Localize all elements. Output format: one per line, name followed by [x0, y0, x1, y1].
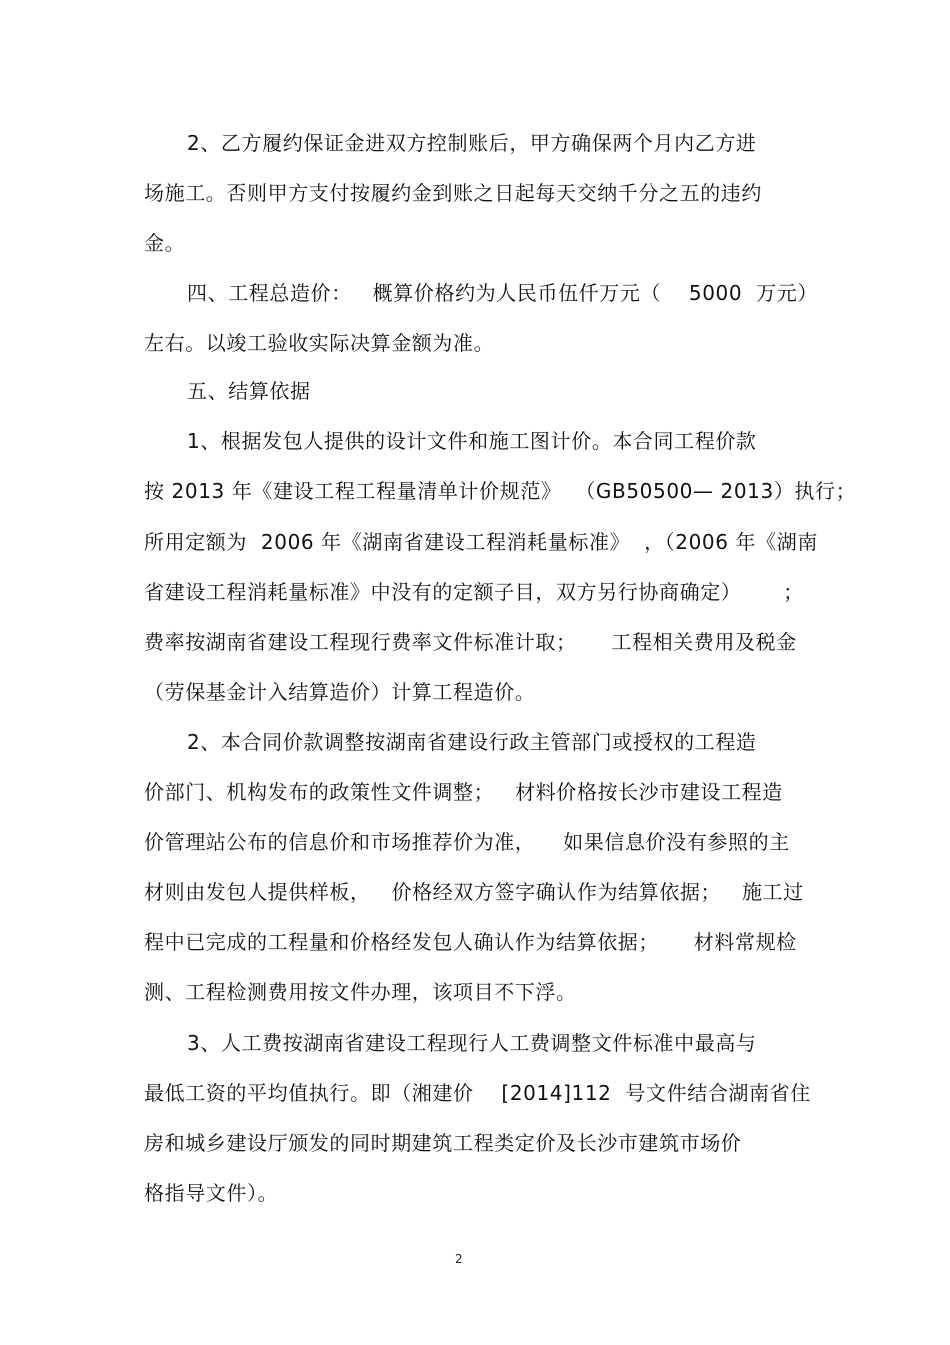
paragraph-line: 最低工资的平均值执行。即（湘建价 [2014]112 号文件结合湖南省住	[144, 1081, 811, 1105]
page-number: 2	[455, 1252, 463, 1266]
paragraph-line: 费率按湖南省建设工程现行费率文件标准计取； 工程相关费用及税金	[144, 630, 797, 654]
paragraph-line: 格指导文件）。	[144, 1181, 279, 1205]
section-heading-total-cost: 四、工程总造价： 概算价格约为人民币伍仟万元（ 5000 万元）	[187, 281, 818, 305]
paragraph-line: 左右。以竣工验收实际决算金额为准。	[144, 331, 495, 355]
paragraph-line: 按 2013 年《建设工程工程量清单计价规范》 （GB50500— 2013）执行；	[144, 479, 857, 503]
paragraph-line: 价部门、机构发布的政策性文件调整； 材料价格按长沙市建设工程造	[144, 780, 783, 804]
paragraph-line: （劳保基金计入结算造价）计算工程造价。	[144, 680, 536, 704]
paragraph-line: 2、本合同价款调整按湖南省建设行政主管部门或授权的工程造	[187, 730, 757, 754]
paragraph-line: 1、根据发包人提供的设计文件和施工图计价。本合同工程价款	[187, 429, 757, 453]
paragraph-line: 省建设工程消耗量标准》中没有的定额子目，双方另行协商确定） ；	[144, 580, 804, 604]
paragraph-line: 测、工程检测费用按文件办理，该项目不下浮。	[144, 980, 577, 1004]
paragraph-line: 价管理站公布的信息价和市场推荐价为准， 如果信息价没有参照的主	[144, 830, 790, 854]
paragraph-line: 程中已完成的工程量和价格经发包人确认作为结算依据； 材料常规检	[144, 930, 797, 954]
section-heading-settlement-basis: 五、结算依据	[187, 379, 311, 403]
paragraph-line: 场施工。否则甲方支付按履约金到账之日起每天交纳千分之五的违约	[144, 181, 762, 205]
paragraph-line: 金。	[144, 231, 186, 255]
paragraph-line: 2、乙方履约保证金进双方控制账后，甲方确保两个月内乙方进	[187, 131, 757, 155]
paragraph-line: 3、人工费按湖南省建设工程现行人工费调整文件标准中最高与	[187, 1031, 757, 1055]
paragraph-line: 房和城乡建设厅颁发的同时期建筑工程类定价及长沙市建筑市场价	[144, 1131, 742, 1155]
paragraph-line: 材则由发包人提供样板， 价格经双方签字确认作为结算依据； 施工过	[144, 880, 804, 904]
paragraph-line: 所用定额为 2006 年《湖南省建设工程消耗量标准》 ，（2006 年《湖南	[144, 530, 818, 554]
